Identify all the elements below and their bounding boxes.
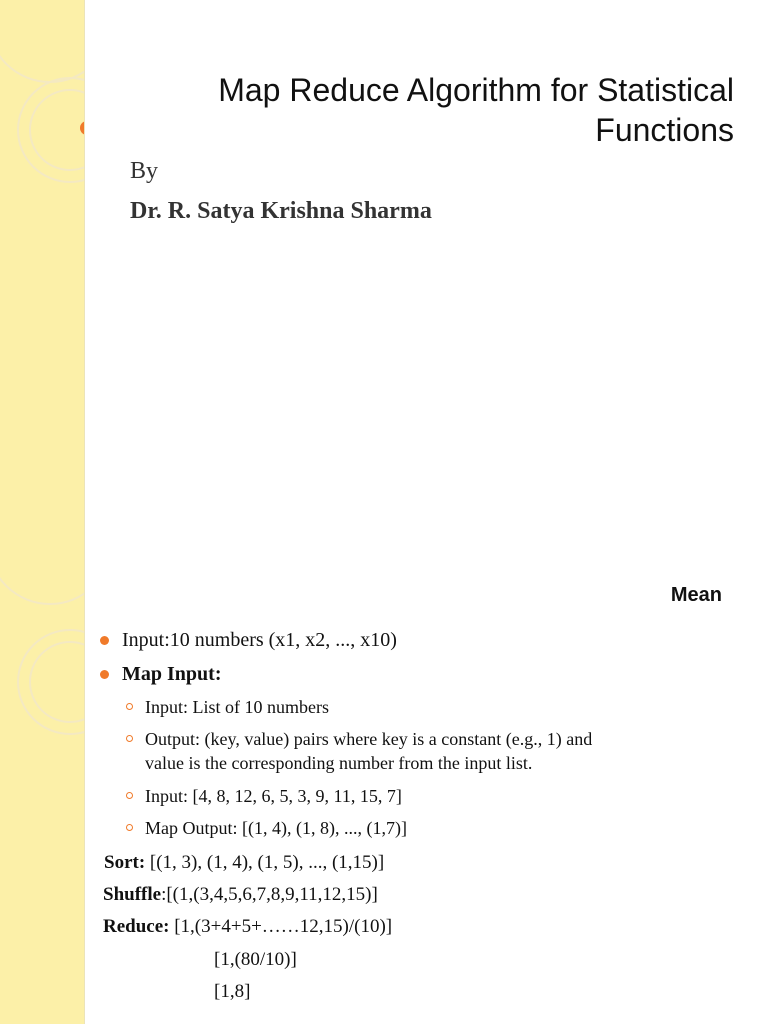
reduce-value: [1,(3+4+5+……12,15)/(10)]	[169, 916, 393, 937]
sub-bullet-output	[145, 727, 592, 775]
shuffle-label: Shuffle	[103, 884, 162, 905]
sort-label: Sort:	[104, 852, 146, 873]
sub-bullet-input-list: Input: List of 10 numbers	[145, 697, 329, 717]
orange-dot-icon	[80, 121, 84, 135]
reduce-step-2: [1,8]	[214, 981, 251, 1002]
mean-slide	[0, 512, 768, 1024]
sub-bullet-input-values: Input: [4, 8, 12, 6, 5, 3, 9, 11, 15, 7]	[145, 786, 402, 806]
slide-title	[134, 70, 734, 150]
shuffle-line	[103, 884, 378, 906]
decorative-sidebar	[0, 0, 85, 512]
reduce-line	[103, 916, 392, 938]
decorative-circles	[0, 0, 84, 512]
author-name: Dr. R. Satya Krishna Sharma	[130, 198, 432, 224]
sub-bullet-map-output: Map Output: [(1, 4), (1, 8), ..., (1,7)]	[145, 818, 407, 838]
sub-bullet-output-line-1: Output: (key, value) pairs where key is a constant (e.g., 1) and	[145, 729, 593, 749]
title-line-2: Functions	[595, 112, 734, 148]
reduce-step-1: [1,(80/10)]	[214, 949, 297, 970]
bullet-map-input: Map Input:	[122, 663, 222, 685]
sub-bullet-output-line-2: value is the corresponding number from the input list.	[145, 753, 533, 773]
shuffle-value: :[(1,(3,4,5,6,7,8,9,11,12,15)]	[161, 884, 378, 905]
reduce-label: Reduce:	[103, 916, 170, 937]
bullet-input: Input:10 numbers (x1, x2, ..., x10)	[122, 629, 397, 651]
by-label: By	[130, 158, 159, 184]
sort-value: [(1, 3), (1, 4), (1, 5), ..., (1,15)]	[145, 852, 385, 873]
title-line-1: Map Reduce Algorithm for Statistical	[218, 72, 734, 108]
decorative-circles	[0, 512, 84, 1024]
slide-heading: Mean	[670, 584, 722, 606]
decorative-sidebar	[0, 512, 85, 1024]
sort-line	[104, 852, 384, 874]
